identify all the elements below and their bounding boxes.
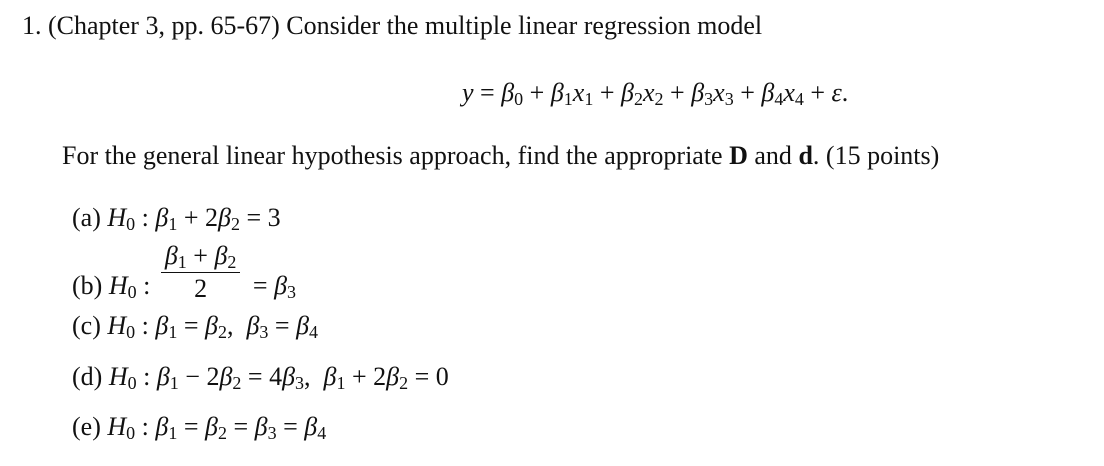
model-equation: $y = \beta_0 + \beta_1x_1 + \beta_2x_2 + \beta_3x_3 + \beta_4x_4 + \varepsilon$. [462,78,849,109]
part-a-label: (a) [72,203,101,232]
problem-number: 1. [22,11,42,40]
part-b-label: (b) [72,271,103,301]
problem-header [22,11,762,41]
part-e: (e) $H_0$ : $\beta_1 = \beta_2 = \beta_3 = \beta_4$ [72,412,327,443]
fraction: $\frac{\beta_1 + \beta_2}{2}$ [161,242,241,303]
problem-intro: (Chapter 3, pp. 65-67) Consider the multiple linear regression model [48,11,763,40]
part-c: (c) $H_0$ : $\beta_1 = \beta_2$, $\beta_3 = \beta_4$ [72,311,319,342]
points-label: (15 points) [825,141,940,170]
and-word: and [754,141,792,170]
vector-symbol-d: d [798,141,813,170]
part-d-label: (d) [72,362,103,391]
part-d: (d) $H_0$ : $\beta_1 - 2\beta_2 = 4\beta_3$, $\beta_1 + 2\beta_2 = 0$ [72,362,449,393]
instruction-line: For the general linear hypothesis approach, find the appropriate D and d. (15 points) [62,141,940,170]
part-c-label: (c) [72,311,101,340]
matrix-symbol-D: D [729,141,748,170]
part-b: (b) $H_0$ : $\frac{\beta_1 + \beta_2}{2}$ = $\beta_3$ [72,241,297,303]
part-a: (a) $H_0$ : $\beta_1 + 2\beta_2 = 3$ [72,203,281,234]
instruction-text: For the general linear hypothesis approach, find the appropriate [62,141,723,170]
part-e-label: (e) [72,412,101,441]
